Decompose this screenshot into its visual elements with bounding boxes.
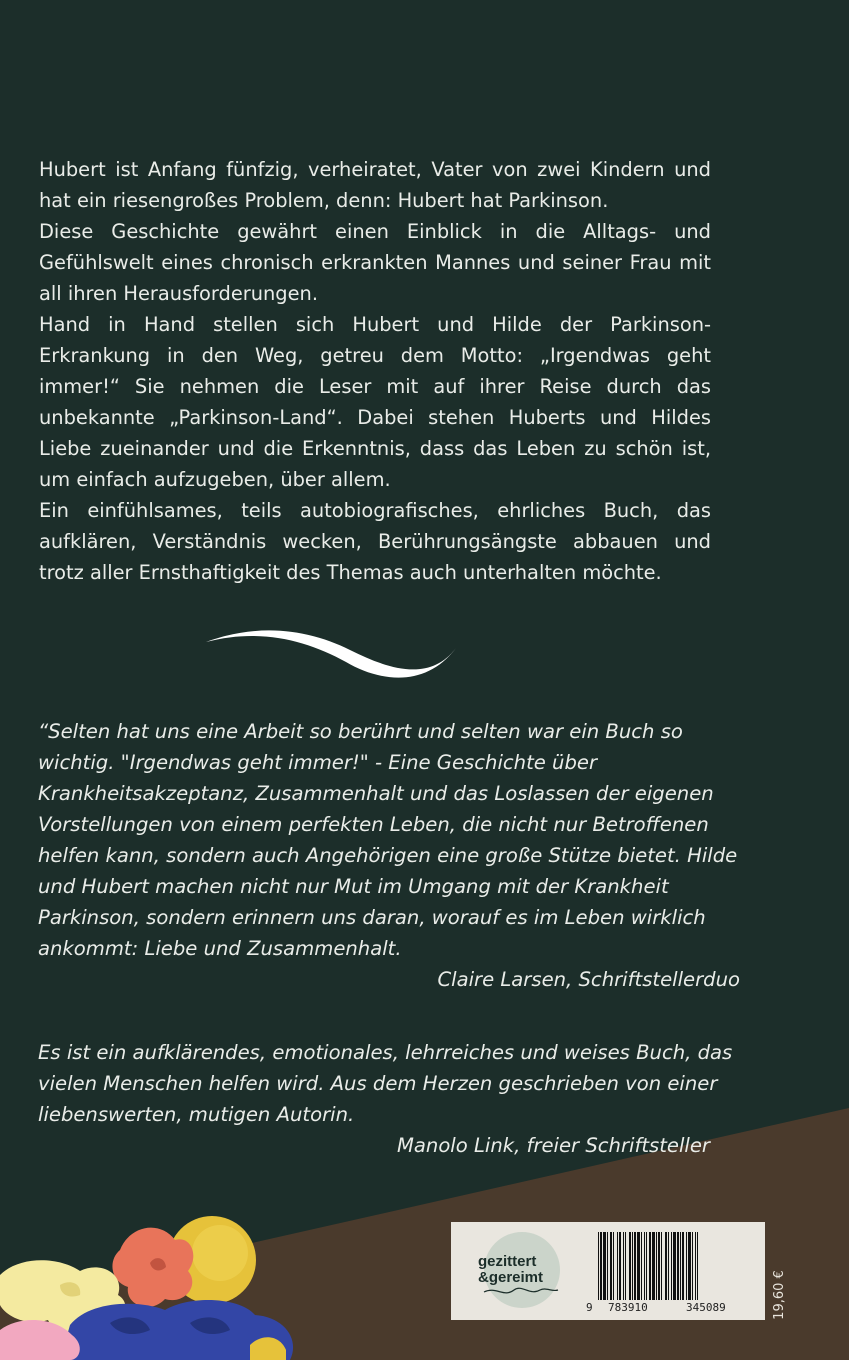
decorative-swash — [200, 622, 462, 688]
review-quote-1-author: Claire Larsen, Schriftstellerduo — [437, 968, 740, 991]
review-quote-1-text: “Selten hat uns eine Arbeit so berührt und selten war ein Buch so wichtig. "Irgendwas geht immer!" - Eine Geschichte über Krankheitsakzeptanz, Zusammenhalt und das Loslassen der eigenen Vorstellungen von einem perfekten Leben, die nicht nur Betroffenen helfen kann, sondern auch Angehörigen eine große Stütze bietet. Hilde und Hubert machen nicht nur Mut im Umgang mit der Krankheit Parkinson, sondern erinnern uns daran, worauf es im Leben wirklich ankommt: Liebe und Zusammenhalt. — [38, 720, 738, 960]
barcode-bar — [697, 1232, 698, 1300]
barcode-bar — [623, 1232, 624, 1300]
barcode-bar — [617, 1232, 618, 1300]
barcode-bar — [665, 1232, 667, 1300]
review-quote-1 — [38, 716, 748, 995]
review-quote-2-author: Manolo Link, freier Schriftsteller — [396, 1134, 710, 1157]
barcode-bar — [610, 1232, 612, 1300]
barcode-bar — [629, 1232, 631, 1300]
barcode-bar — [668, 1232, 669, 1300]
barcode-bar — [671, 1232, 672, 1300]
barcode-bar — [646, 1232, 647, 1300]
barcode-bar — [600, 1232, 602, 1300]
barcode-bar — [680, 1232, 681, 1300]
barcode-bar — [661, 1232, 662, 1300]
barcode-bar — [677, 1232, 679, 1300]
barcode-bar — [673, 1232, 676, 1300]
barcode-bar — [695, 1232, 696, 1300]
barcode-bar — [688, 1232, 691, 1300]
blurb-paragraph-3: Hand in Hand stellen sich Hubert und Hilde der Parkinson-Erkrankung in den Weg, getreu dem Motto: „Irgendwas geht immer!“ Sie nehmen die Leser mit auf ihrer Reise durch das unbekannte „Parkinson-Land“. Dabei stehen Huberts und Hildes Liebe zueinander und die Erkenntnis, dass das Leben zu schön ist, um einfach aufzugeben, über allem. — [39, 313, 711, 491]
barcode-bar — [644, 1232, 645, 1300]
barcode-bar — [656, 1232, 657, 1300]
price-label: 19,60 € — [772, 1270, 787, 1320]
barcode-bar — [637, 1232, 640, 1300]
barcode-bar — [619, 1232, 621, 1300]
blurb-paragraph-4: Ein einfühlsames, teils autobiografisches, ehrliches Buch, das aufklären, Verständnis wecken, Berührungsängste abbauen und trotz aller Ernsthaftigkeit des Themas auch unterhalten möchte. — [39, 499, 711, 584]
blurb-paragraph-2: Diese Geschichte gewährt einen Einblick in die Alltags- und Gefühlswelt eines chronisch erkrankten Mannes und seiner Frau mit all ihren Herausforderungen. — [39, 220, 711, 305]
blurb-paragraph-1: Hubert ist Anfang fünfzig, verheiratet, Vater von zwei Kindern und hat ein riesengroßes Problem, denn: Hubert hat Parkinson. — [39, 158, 711, 212]
barcode-bar — [649, 1232, 651, 1300]
blurb-text — [39, 154, 711, 588]
barcode-bar — [658, 1232, 660, 1300]
barcode-bar — [598, 1232, 599, 1300]
isbn-barcode — [596, 1232, 758, 1300]
barcode-bar — [607, 1232, 608, 1300]
publisher-logo — [474, 1230, 570, 1310]
publisher-name-line-2: &gereimt — [478, 1269, 544, 1286]
barcode-bar — [652, 1232, 655, 1300]
review-quote-2 — [38, 1037, 748, 1161]
publisher-name-line-1: gezittert — [478, 1253, 537, 1270]
isbn-number — [586, 1301, 761, 1317]
barcode-bar — [603, 1232, 606, 1300]
isbn-group-2: 345089 — [686, 1301, 726, 1314]
barcode-bar — [686, 1232, 687, 1300]
isbn-first-digit: 9 — [586, 1301, 593, 1314]
barcode-bar — [625, 1232, 626, 1300]
review-quote-2-text: Es ist ein aufklärendes, emotionales, lehrreiches und weises Buch, das vielen Menschen helfen wird. Aus dem Herzen geschrieben von einer liebenswerten, mutigen Autorin. — [38, 1041, 733, 1126]
barcode-bar — [682, 1232, 684, 1300]
barcode-bar — [692, 1232, 693, 1300]
flower-illustration — [0, 1205, 330, 1360]
barcode-bar — [613, 1232, 614, 1300]
barcode-bar — [634, 1232, 636, 1300]
barcode-bar — [632, 1232, 633, 1300]
barcode-bar — [641, 1232, 642, 1300]
isbn-group-1: 783910 — [608, 1301, 648, 1314]
